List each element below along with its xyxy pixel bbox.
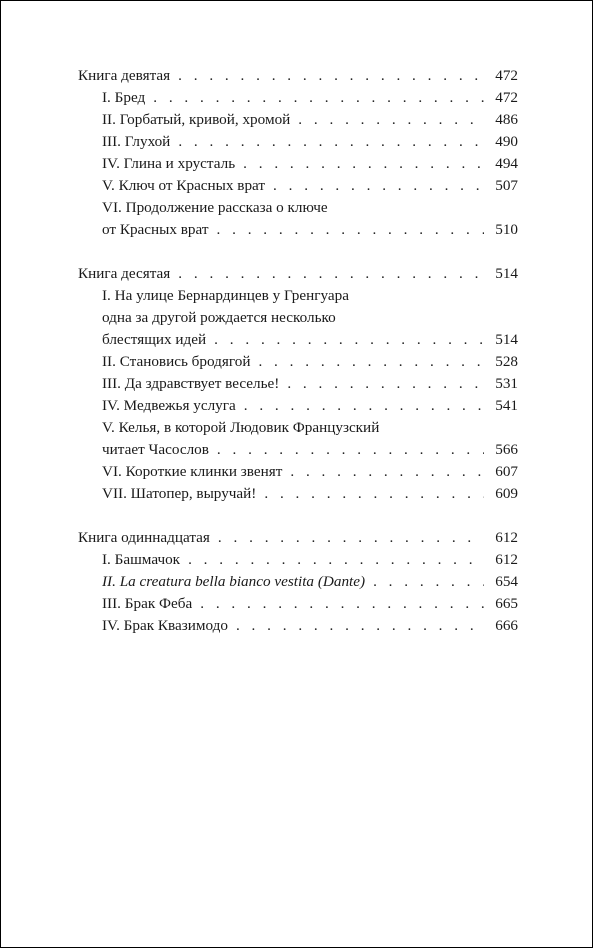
table-of-contents [78, 65, 518, 637]
chapter-row[interactable] [78, 461, 518, 483]
page-number: 665 [495, 595, 518, 612]
dot-leader [273, 175, 484, 197]
page-number: 612 [495, 529, 518, 546]
chapter-title: I. Бред [102, 89, 146, 106]
chapter-row-first-line[interactable] [78, 285, 518, 307]
chapter-title: III. Брак Феба [102, 595, 193, 612]
dot-leader [236, 615, 484, 637]
chapter-title: IV. Глина и хрусталь [102, 155, 236, 172]
chapter-title: I. Башмачок [102, 551, 181, 568]
chapter-title: VI. Короткие клинки звенят [102, 463, 283, 480]
dot-leader [217, 219, 484, 241]
page-number: 607 [495, 463, 518, 480]
dot-leader [298, 109, 484, 131]
dot-leader [244, 395, 484, 417]
chapter-title: V. Келья, в которой Людовик Французский [102, 419, 380, 436]
dot-leader [153, 87, 484, 109]
chapter-row-continuation[interactable] [78, 307, 518, 329]
dot-leader [243, 153, 484, 175]
chapter-row[interactable] [78, 571, 518, 593]
dot-leader [178, 131, 484, 153]
dot-leader [373, 571, 484, 593]
chapter-title-continued: блестящих идей [102, 331, 207, 348]
chapter-row[interactable] [78, 483, 518, 505]
page-number: 541 [495, 397, 518, 414]
chapter-row-continuation[interactable] [78, 219, 518, 241]
chapter-row[interactable] [78, 175, 518, 197]
dot-leader [264, 483, 484, 505]
page-number: 510 [495, 221, 518, 238]
dot-leader [200, 593, 484, 615]
book-title: Книга одиннадцатая [78, 529, 210, 546]
dot-leader [287, 373, 484, 395]
book-section-9 [78, 65, 518, 241]
chapter-title-continued: от Красных врат [102, 221, 209, 238]
chapter-title: II. Становись бродягой [102, 353, 251, 370]
page-number: 472 [495, 67, 518, 84]
chapter-row[interactable] [78, 593, 518, 615]
book-title: Книга девятая [78, 67, 171, 84]
page-number: 612 [495, 551, 518, 568]
dot-leader [217, 439, 484, 461]
dot-leader [258, 351, 484, 373]
chapter-row[interactable] [78, 615, 518, 637]
dot-leader [178, 263, 484, 285]
book-section-10 [78, 263, 518, 505]
chapter-row[interactable] [78, 395, 518, 417]
chapter-title-continued: читает Часослов [102, 441, 209, 458]
chapter-row[interactable] [78, 153, 518, 175]
page-number: 514 [495, 265, 518, 282]
page-number: 514 [495, 331, 518, 348]
book-heading-row[interactable] [78, 527, 518, 549]
chapter-row-first-line[interactable] [78, 417, 518, 439]
chapter-title: IV. Медвежья услуга [102, 397, 236, 414]
chapter-title: IV. Брак Квазимодо [102, 617, 228, 634]
page-number: 494 [495, 155, 518, 172]
dot-leader [218, 527, 484, 549]
chapter-row[interactable] [78, 131, 518, 153]
dot-leader [188, 549, 484, 571]
book-heading-row[interactable] [78, 65, 518, 87]
chapter-row-first-line[interactable] [78, 197, 518, 219]
page-number: 566 [495, 441, 518, 458]
chapter-title: VI. Продолжение рассказа о ключе [102, 199, 328, 216]
page-number: 490 [495, 133, 518, 150]
dot-leader [214, 329, 484, 351]
chapter-row[interactable] [78, 109, 518, 131]
chapter-row[interactable] [78, 549, 518, 571]
chapter-row[interactable] [78, 87, 518, 109]
page-number: 507 [495, 177, 518, 194]
chapter-title: III. Глухой [102, 133, 171, 150]
chapter-row[interactable] [78, 373, 518, 395]
page-number: 666 [495, 617, 518, 634]
chapter-title: III. Да здравствует веселье! [102, 375, 280, 392]
chapter-title: VII. Шатопер, выручай! [102, 485, 257, 502]
chapter-title: II. La creatura bella bianco vestita (Dante) [102, 573, 366, 590]
book-section-11 [78, 527, 518, 637]
chapter-title: I. На улице Бернардинцев у Гренгуара [102, 287, 349, 304]
chapter-title: V. Ключ от Красных врат [102, 177, 266, 194]
book-heading-row[interactable] [78, 263, 518, 285]
dot-leader [290, 461, 484, 483]
page-number: 654 [495, 573, 518, 590]
page-number: 528 [495, 353, 518, 370]
chapter-row-continuation[interactable] [78, 329, 518, 351]
dot-leader [178, 65, 484, 87]
chapter-title-continued: одна за другой рождается несколько [102, 309, 336, 326]
chapter-row-continuation[interactable] [78, 439, 518, 461]
page-number: 472 [495, 89, 518, 106]
book-title: Книга десятая [78, 265, 171, 282]
page-number: 609 [495, 485, 518, 502]
page-number: 486 [495, 111, 518, 128]
page-number: 531 [495, 375, 518, 392]
chapter-row[interactable] [78, 351, 518, 373]
chapter-title: II. Горбатый, кривой, хромой [102, 111, 291, 128]
